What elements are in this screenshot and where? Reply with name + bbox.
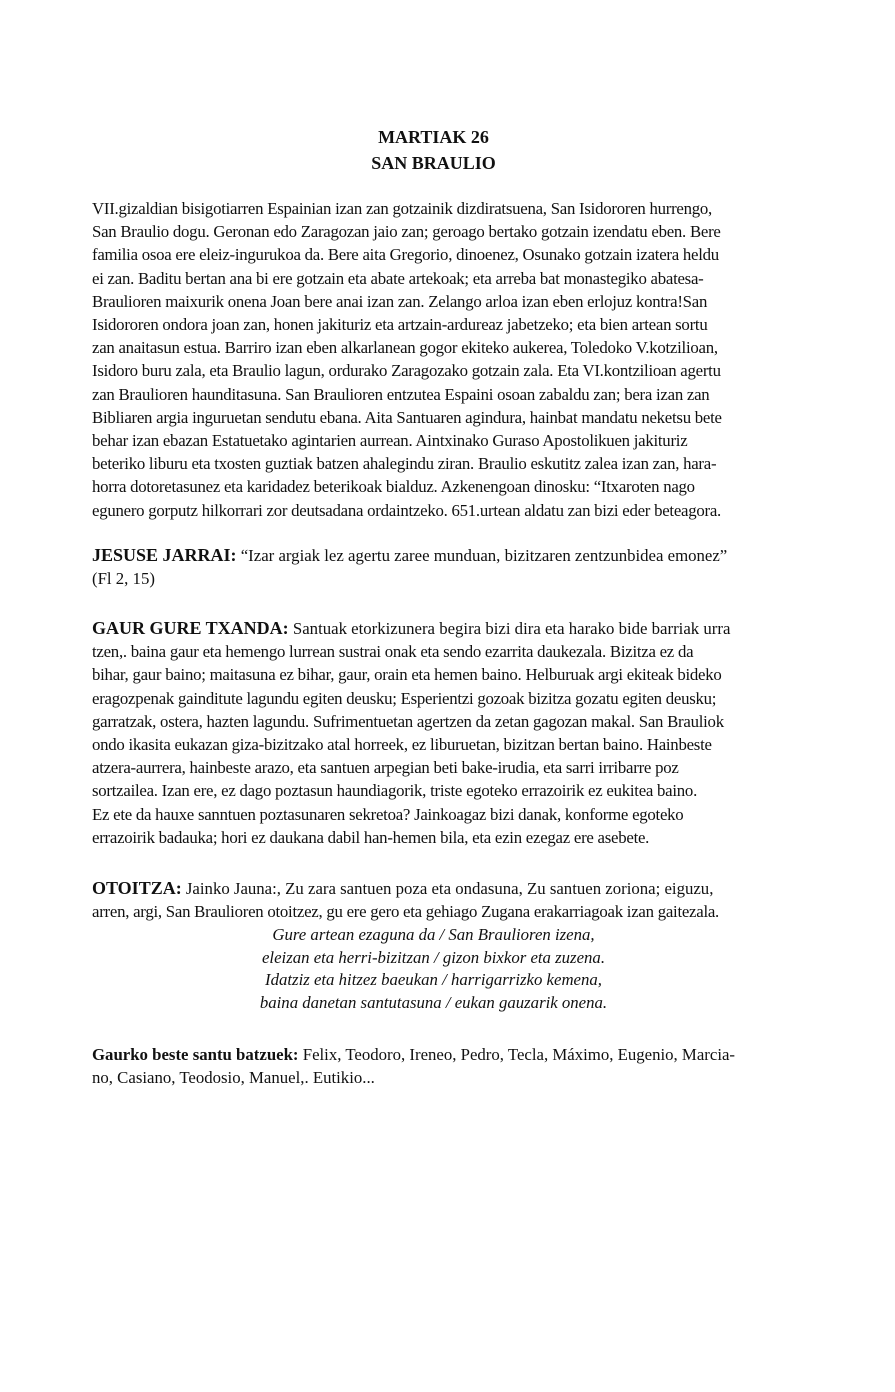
jesuse-label: JESUSE JARRAI: <box>92 545 237 565</box>
intro-line: beteriko liburu eta txosten guztiak batzen ahalegindu ziran. Braulio eskutitz zalea izan zan, hara- <box>92 454 717 474</box>
poem-block <box>92 924 775 1014</box>
gaur-line: Ez ete da hauxe sanntuen poztasunaren sekretoa? Jainkoagaz bizi danak, konforme egoteko <box>92 804 684 824</box>
intro-line: ei zan. Baditu bertan ana bi ere gotzain eta abate artekoak; eta arreba bat monastegiko abatesa- <box>92 268 704 288</box>
poem-line: baina danetan santutasuna / eukan gauzarik onena. <box>259 992 608 1012</box>
gaur-line: bihar, gaur baino; maitasuna ez bihar, gaur, orain eta hemen baino. Helburuak argi ekiteak bideko <box>92 665 722 685</box>
gaur-line: ondo ikasita eukazan giza-bizitzako atal horreek, ez liburuetan, bizitzan bertan baino. Hainbeste <box>92 735 712 755</box>
poem-line: Gure artean ezaguna da / San Braulioren izena, <box>272 925 595 944</box>
intro-line: VII.gizaldian bisigotiarren Espainian izan zan gotzainik dizdiratsuena, San Isidororen hurrengo, <box>92 199 712 218</box>
intro-line: Braulioren maixurik onena Joan bere anai izan zan. Zelango arloa izan eben erlojuz kontra!San <box>92 291 708 311</box>
intro-line: egunero gorputz hilkorrari zor deutsadana ordaintzeko. 651.urtean aldatu zan bizi eder beteagora. <box>92 500 721 520</box>
gaur-line: eragozpenak gainditute lagundu egiten deusku; Esperientzi gozoak bizitza gozatu egiten deusku; <box>92 688 717 708</box>
beste-label: Gaurko beste santu batzuek: <box>92 1045 299 1064</box>
beste-line: no, Casiano, Teodosio, Manuel,. Eutikio... <box>92 1068 375 1088</box>
intro-line: Isidoro buru zala, eta Braulio lagun, ordurako Zaragozako gotzain zala. Eta VI.kontzilioan agertu <box>92 361 721 381</box>
intro-line: zan anaitasun estua. Barriro izan eben alkarlanean gogor ekiteko aukerea, Toledoko V.kotzilioan, <box>92 338 718 358</box>
jesuse-reference: (Fl 2, 15) <box>92 569 155 589</box>
gaur-line: atzera-aurrera, hainbeste arazo, eta santuen arpegian beti bake-irudia, eta sarri irribarre poz <box>92 758 679 778</box>
intro-line: San Braulio dogu. Geronan edo Zaragozan jaio zan; geroago bertako gotzain izendatu eben. Bere <box>92 222 721 242</box>
saint-heading: SAN BRAULIO <box>371 153 496 173</box>
poem-line: Idatziz eta hitzez baeukan / harrigarrizko kemena, <box>265 970 602 989</box>
otoitza-first-text: Jainko Jauna:, Zu zara santuen poza eta ondasuna, Zu santuen zoriona; eiguzu, <box>185 879 714 898</box>
gaur-line: tzen,. baina gaur eta hemengo lurrean sustrai onak eta sendo ezarrita daukezala. Bizitza ez da <box>92 642 694 662</box>
gaur-first-text: Santuak etorkizunera begira bizi dira eta harako bide barriak urra <box>292 619 731 638</box>
otoitza-section <box>92 877 775 923</box>
gaur-line: errazoirik badauka; hori ez daukana dabil han-hemen bila, eta ezin ezegaz ere asebete. <box>92 827 650 847</box>
heading-block <box>92 124 775 176</box>
otoitza-label: OTOITZA: <box>92 878 182 898</box>
intro-line: Bibliaren argia inguruetan sendutu ebana. Aita Santuaren agindura, hainbat mandatu neketsu bete <box>92 407 722 427</box>
otoitza-line: arren, argi, San Braulioren otoitzez, gu ere gero eta gehiago Zugana erakarriagoak izan gaitezala. <box>92 902 720 922</box>
intro-line: Isidororen ondora joan zan, honen jakituriz eta artzain-ardureaz jabetzeko; eta bien artean sortu <box>92 315 708 335</box>
beste-santuak-section <box>92 1043 775 1089</box>
intro-line: zan Braulioren haunditasuna. San Braulioren entzutea Espaini osoan zabaldu zan; bera izan zan <box>92 384 710 404</box>
gaur-label: GAUR GURE TXANDA: <box>92 618 289 638</box>
otoitza-line <box>92 877 775 900</box>
gaur-line <box>92 617 775 640</box>
beste-line <box>92 1043 775 1066</box>
date-heading: MARTIAK 26 <box>378 127 489 147</box>
jesuse-line <box>92 544 775 567</box>
gaur-line: sortzailea. Izan ere, ez dago poztasun haundiagorik, triste egoteko errazoirik ez eukitea baino. <box>92 781 698 801</box>
jesuse-quote: “Izar argiak lez agertu zaree munduan, bizitzaren zentzunbidea emonez” <box>240 546 728 565</box>
poem-line: eleizan eta herri-bizitzan / gizon bixkor eta zuzena. <box>261 947 606 967</box>
beste-first-text: Felix, Teodoro, Ireneo, Pedro, Tecla, Máximo, Eugenio, Marcia- <box>302 1045 736 1064</box>
gaur-line: garratzak, ostera, hazten lagundu. Sufrimentuetan agertzen da zetan gagozan makal. San Brauliok <box>92 711 724 731</box>
gaur-gure-txanda-section <box>92 617 775 849</box>
intro-paragraph <box>92 197 775 522</box>
intro-line: horra dotoretasunez eta karidadez beterikoak bialduz. Azkenengoan dinosku: “Itxaroten nago <box>92 477 695 497</box>
intro-line: familia osoa ere eleiz-ingurukoa da. Bere aita Gregorio, dinoenez, Osunako gotzain izatera heldu <box>92 245 719 265</box>
jesuse-jarrai-section <box>92 544 775 590</box>
intro-line: behar izan ebazan Estatuetako agintarien aurrean. Aintxinako Guraso Apostolikuen jakituriz <box>92 431 688 451</box>
